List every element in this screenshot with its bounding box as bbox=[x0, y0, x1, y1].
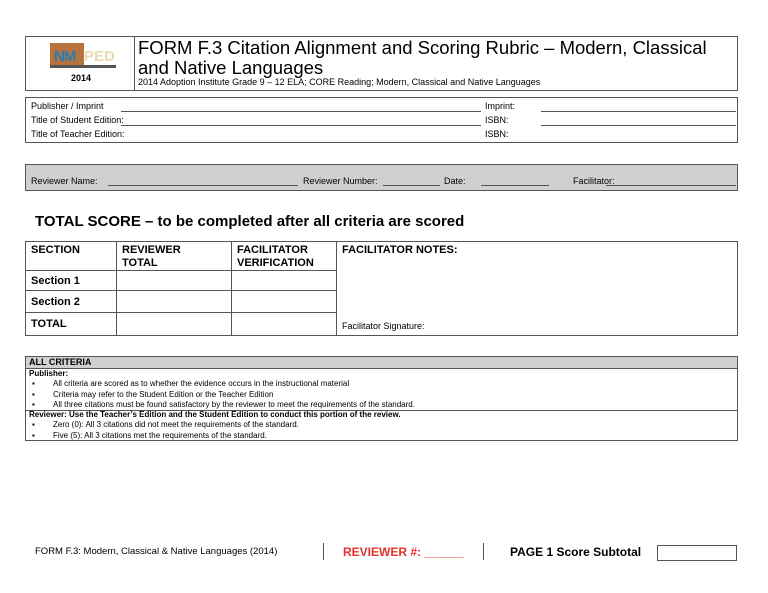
reviewer-number-label: Reviewer Number: bbox=[303, 176, 378, 186]
criteria-item: ▪ Five (5): All 3 citations met the requirements of the standard. bbox=[32, 430, 267, 440]
row-section-2: Section 2 bbox=[31, 296, 80, 308]
criteria-item: ▪ Criteria may refer to the Student Edition or the Teacher Edition bbox=[32, 389, 274, 399]
facilitator-signature-label: Facilitator Signature: bbox=[342, 321, 425, 331]
header-box bbox=[25, 36, 738, 91]
footer-divider bbox=[323, 543, 324, 560]
reviewer-box bbox=[25, 164, 738, 191]
publisher-criteria-label: Publisher: bbox=[29, 369, 69, 378]
footer-form-name: FORM F.3: Modern, Classical & Native Languages (2014) bbox=[35, 546, 278, 557]
footer-divider bbox=[483, 543, 484, 560]
header-reviewer-total: REVIEWER TOTAL bbox=[122, 244, 181, 269]
reviewer-number-field[interactable] bbox=[383, 185, 440, 186]
nmped-logo: NM PED bbox=[50, 43, 116, 69]
criteria-item: ▪ Zero (0): All 3 citations did not meet the requirements of the standard. bbox=[32, 420, 299, 429]
form-title: FORM F.3 Citation Alignment and Scoring Rubric – Modern, Classical and Native Languages bbox=[138, 37, 707, 78]
isbn-label-teacher: ISBN: bbox=[485, 129, 509, 139]
facilitator-field[interactable] bbox=[606, 185, 736, 186]
criteria-item: ▪ All three citations must be found satisfactory by the reviewer to meet the requirements of the standard. bbox=[32, 400, 415, 409]
criteria-heading: ALL CRITERIA bbox=[29, 357, 92, 367]
footer-reviewer-number: REVIEWER #: ______ bbox=[343, 545, 465, 559]
total-score-heading: TOTAL SCORE – to be completed after all criteria are scored bbox=[35, 213, 465, 230]
publisher-field[interactable] bbox=[121, 111, 481, 112]
publisher-box bbox=[25, 97, 738, 143]
header-facilitator-notes: FACILITATOR NOTES: bbox=[342, 244, 458, 256]
imprint-label: Imprint: bbox=[485, 101, 516, 111]
date-field[interactable] bbox=[481, 185, 549, 186]
score-subtotal-field[interactable] bbox=[657, 545, 737, 561]
form-year: 2014 bbox=[71, 73, 92, 83]
student-edition-field[interactable] bbox=[121, 125, 481, 126]
criteria-item: ▪ All criteria are scored as to whether the evidence occurs in the instructional material bbox=[32, 379, 350, 388]
imprint-field[interactable] bbox=[541, 111, 736, 112]
header-facilitator-verification: FACILITATOR VERIFICATION bbox=[237, 244, 314, 269]
isbn-student-field[interactable] bbox=[541, 125, 736, 126]
reviewer-name-label: Reviewer Name: bbox=[31, 176, 98, 186]
isbn-label-student: ISBN: bbox=[485, 115, 509, 125]
header-section: SECTION bbox=[31, 244, 80, 256]
reviewer-name-field[interactable] bbox=[108, 185, 298, 186]
score-table bbox=[25, 241, 738, 336]
publisher-label: Publisher / Imprint bbox=[31, 101, 104, 111]
footer-page-score-subtotal: PAGE 1 Score Subtotal bbox=[510, 545, 642, 559]
teacher-edition-label: Title of Teacher Edition: bbox=[31, 129, 125, 139]
criteria-box bbox=[25, 356, 738, 441]
facilitator-label: Facilitator: bbox=[573, 176, 615, 186]
row-section-1: Section 1 bbox=[31, 275, 80, 287]
form-subtitle: 2014 Adoption Institute Grade 9 – 12 ELA; CORE Reading; Modern, Classical and Native Languages bbox=[138, 77, 541, 87]
reviewer-criteria-label: Reviewer: Use the Teacher’s Edition and the Student Edition to conduct this portion of the review. bbox=[29, 410, 401, 419]
student-edition-label: Title of Student Edition: bbox=[31, 115, 124, 125]
row-total: TOTAL bbox=[31, 318, 67, 330]
date-label: Date: bbox=[444, 176, 466, 186]
